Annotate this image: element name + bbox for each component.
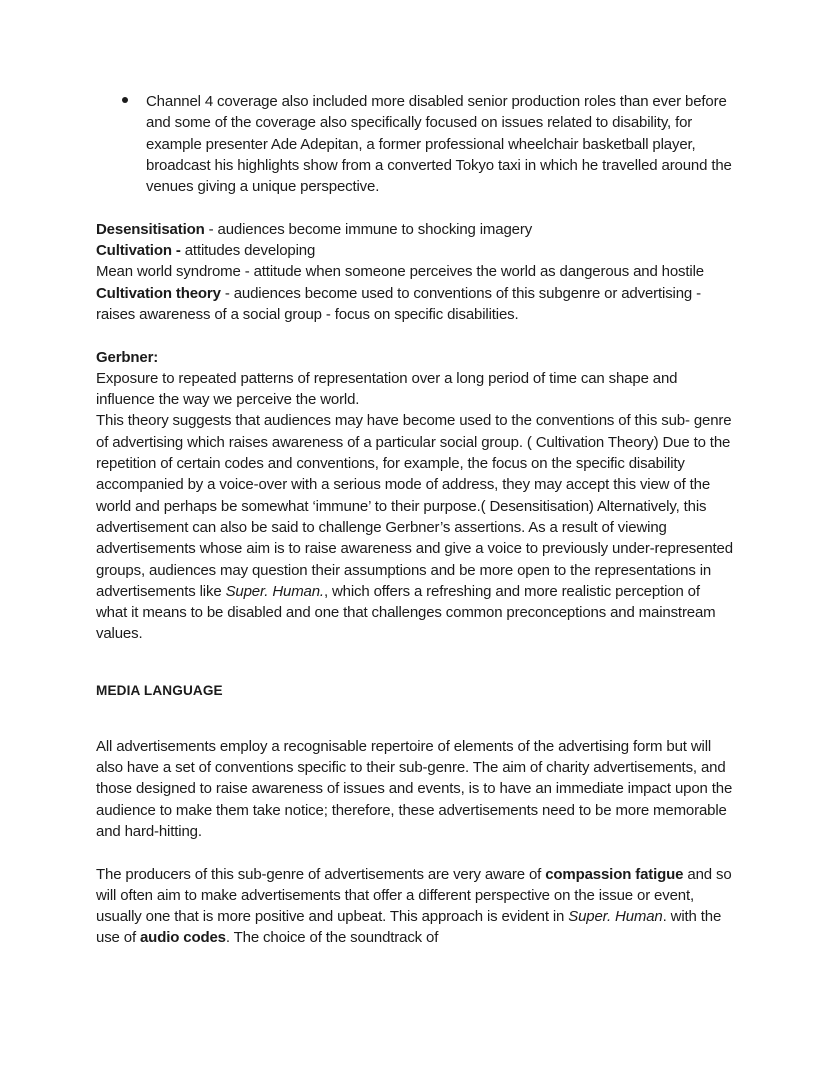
media-language-paragraph-1: All advertisements employ a recognisable repertoire of elements of the advertising form but will also have a set of conventions specific to their sub-genre. The aim of charity advertisements, and those designed to raise awareness of issues and events, is to have an immediate impact upon the audience to make them take notice; therefore, these advertisements need to be more memorable and hard-hitting. (96, 737, 733, 840)
list-item (96, 91, 734, 197)
media-language-paragraph-2-part-2: and so will often aim to make advertisements that offer a different perspective on the issue or event, usually one that is more positive and upbeat. This approach is evident in (96, 865, 732, 926)
media-language-paragraph-2-part-1: The producers of this sub-genre of advertisements are very aware of (96, 865, 546, 883)
bullet-item-text: Channel 4 coverage also included more disabled senior production roles than ever before and some of the coverage also specifically focused on issues related to disability, for example presenter Ade Adepitan, a former professional wheelchair basketball player, broadcast his highlights show from a converted Tokyo taxi in which he travelled around the venues giving a unique perspective. (146, 93, 732, 196)
term-cultivation-theory: Cultivation theory (96, 284, 221, 302)
paragraph-spacer (96, 645, 734, 666)
definition-mean-world-syndrome: Mean world syndrome - attitude when someone perceives the world as dangerous and hostile (96, 263, 704, 281)
gerbner-paragraph-2-part-2: , which offers a refreshing and more realistic perception of what it means to be disabled and one that challenges common preconceptions and mainstream values. (96, 582, 716, 643)
paragraph-spacer (96, 842, 734, 863)
term-cultivation: Cultivation - (96, 242, 181, 260)
term-desensitisation: Desensitisation (96, 220, 205, 238)
title-super-human: Super. Human. (225, 582, 324, 600)
media-language-paragraph-2 (96, 864, 734, 949)
paragraph-spacer (96, 197, 734, 218)
document-body (96, 91, 734, 949)
gerbner-paragraph-2 (96, 410, 734, 644)
title-super-human: Super. Human (568, 908, 663, 926)
definition-cultivation (96, 240, 734, 261)
media-language-paragraph-2-part-3: . with the use of (96, 908, 722, 947)
gerbner-paragraph-2-part-1: This theory suggests that audiences may have become used to the conventions of this sub- genre of advertising which raises awareness of a particular social group. ( Cultivation Theory) Due to the repetition of certain codes and conventions, for example, the focus on the specific disability accompanied by a voice-over with a serious mode of address, they may accept this view of the world and perhaps be somewhat ‘immune’ to their purpose.( Desensitisation) Alternatively, this advertisement can also be said to challenge Gerbner’s assertions. As a result of viewing advertisements whose aim is to raise awareness and give a voice to previously under-represented groups, audiences may question their assumptions and be more open to the representations in advertisements like (96, 412, 733, 600)
paragraph-spacer (96, 715, 734, 736)
definition-cultivation-theory (96, 283, 734, 326)
definition-desensitisation (96, 219, 734, 240)
term-compassion-fatigue: compassion fatigue (545, 865, 684, 883)
gerbner-paragraph-1: Exposure to repeated patterns of representation over a long period of time can shape and influence the way we perceive the world. (96, 369, 678, 409)
heading-media-language: MEDIA LANGUAGE (96, 682, 223, 698)
paragraph-spacer (96, 325, 734, 346)
heading-gerbner: Gerbner: (96, 348, 159, 366)
definition-desensitisation-text: - audiences become immune to shocking imagery (204, 220, 533, 238)
definition-cultivation-theory-text: - audiences become used to conventions of this subgenre or advertising - raises awareness of a social group - focus on specific disabilities. (96, 284, 701, 323)
term-audio-codes: audio codes (139, 929, 226, 947)
bullet-point-icon (122, 97, 128, 103)
definition-cultivation-text: attitudes developing (180, 242, 316, 260)
media-language-paragraph-2-part-4: . The choice of the soundtrack of (225, 929, 439, 947)
